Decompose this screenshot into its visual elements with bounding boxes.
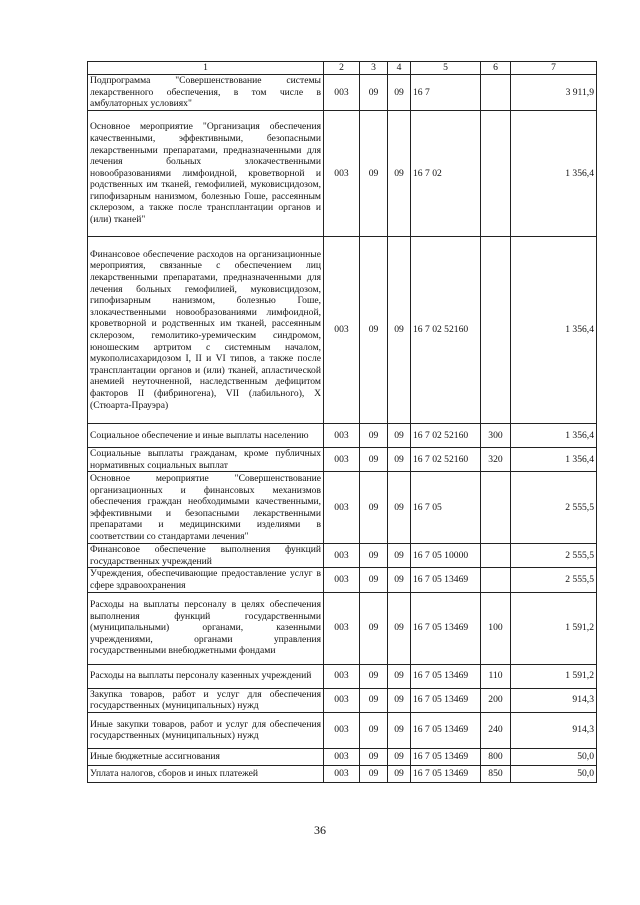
amount-cell: 1 356,4 [511,448,597,472]
target-article-cell: 16 7 02 52160 [411,448,481,472]
section-cell: 09 [360,544,388,568]
expense-type-cell [481,568,511,592]
expense-type-cell: 240 [481,712,511,748]
table-row [88,237,597,424]
section-cell: 09 [360,592,388,664]
amount-cell: 2 555,5 [511,544,597,568]
section-cell: 09 [360,568,388,592]
row-name-cell: Иные закупки товаров, работ и услуг для обеспечения государственных (муниципальных) нужд [88,712,324,748]
header-cell: 5 [411,62,481,75]
target-article-cell: 16 7 05 13469 [411,712,481,748]
expense-type-cell [481,111,511,237]
section-cell: 09 [360,472,388,544]
amount-cell: 1 356,4 [511,424,597,448]
grbs-cell: 003 [324,111,360,237]
row-name-cell: Основное мероприятие "Организация обеспечения качественными, эффективными, безопасными лекарственными препаратами, предназначенными для лечения больных злокачественными новообразованиями лимфоидной, кроветворной и родственных им тканей, гемофилией, муковисцидозом, гипофизарным нанизмом, болезнью Гоше, рассеянным склерозом, а также после трансплантации органов и (или) тканей" [88,111,324,237]
expense-type-cell: 300 [481,424,511,448]
amount-cell: 3 911,9 [511,75,597,111]
subsection-cell: 09 [388,712,411,748]
target-article-cell: 16 7 02 52160 [411,424,481,448]
expense-type-cell [481,544,511,568]
grbs-cell: 003 [324,688,360,712]
target-article-cell: 16 7 02 [411,111,481,237]
table-row [88,448,597,472]
expense-type-cell [481,237,511,424]
header-cell: 1 [88,62,324,75]
table-row [88,748,597,765]
header-cell: 2 [324,62,360,75]
row-name-cell: Уплата налогов, сборов и иных платежей [88,765,324,782]
amount-cell: 1 356,4 [511,237,597,424]
subsection-cell: 09 [388,688,411,712]
subsection-cell: 09 [388,448,411,472]
subsection-cell: 09 [388,111,411,237]
grbs-cell: 003 [324,664,360,688]
grbs-cell: 003 [324,448,360,472]
section-cell: 09 [360,424,388,448]
expense-type-cell: 110 [481,664,511,688]
amount-cell: 50,0 [511,765,597,782]
subsection-cell: 09 [388,748,411,765]
page-number: 36 [314,823,326,837]
expense-type-cell: 320 [481,448,511,472]
expense-type-cell: 200 [481,688,511,712]
section-cell: 09 [360,748,388,765]
row-name-cell: Финансовое обеспечение расходов на организационные мероприятия, связанные с обеспечением лиц лекарственными препаратами, предназначенными для лечения больных гемофилией, муковисцидозом, гипофизарным нанизмом, болезнью Гоше, злокачественными новообразованиями лимфоидной, кроветворной и родственных им тканей, рассеянным склерозом, гемолитико-уремическим синдромом, юношеским артритом с системным началом, мукополисахаридозом I, II и VI типов, а также после трансплантации органов и (или) тканей, апластической анемией неуточненной, наследственным дефицитом факторов II (фибриногена), VII (лабильного), X (Стюарта-Прауэра) [88,237,324,424]
grbs-cell: 003 [324,592,360,664]
row-name-cell: Подпрограмма "Совершенствование системы лекарственного обеспечения, в том числе в амбулаторных условиях" [88,75,324,111]
table-row [88,544,597,568]
table-row [88,568,597,592]
row-name-cell: Социальные выплаты гражданам, кроме публичных нормативных социальных выплат [88,448,324,472]
subsection-cell: 09 [388,75,411,111]
header-cell: 4 [388,62,411,75]
table-row [88,75,597,111]
target-article-cell: 16 7 [411,75,481,111]
section-cell: 09 [360,712,388,748]
subsection-cell: 09 [388,424,411,448]
target-article-cell: 16 7 05 10000 [411,544,481,568]
budget-table [87,61,597,783]
table-row [88,472,597,544]
table-row [88,688,597,712]
target-article-cell: 16 7 05 13469 [411,748,481,765]
target-article-cell: 16 7 02 52160 [411,237,481,424]
section-cell: 09 [360,75,388,111]
target-article-cell: 16 7 05 [411,472,481,544]
table-row [88,664,597,688]
row-name-cell: Основное мероприятие "Совершенствование организационных и финансовых механизмов обеспечения граждан необходимыми качественными, эффективными и безопасными лекарственными препаратами и медицинскими изделиями в соответствии со стандартами лечения" [88,472,324,544]
expense-type-cell: 850 [481,765,511,782]
target-article-cell: 16 7 05 13469 [411,688,481,712]
table-row [88,111,597,237]
amount-cell: 1 591,2 [511,592,597,664]
grbs-cell: 003 [324,472,360,544]
grbs-cell: 003 [324,75,360,111]
subsection-cell: 09 [388,544,411,568]
row-name-cell: Расходы на выплаты персоналу казенных учреждений [88,664,324,688]
target-article-cell: 16 7 05 13469 [411,664,481,688]
amount-cell: 1 356,4 [511,111,597,237]
amount-cell: 1 591,2 [511,664,597,688]
section-cell: 09 [360,448,388,472]
row-name-cell: Учреждения, обеспечивающие предоставление услуг в сфере здравоохранения [88,568,324,592]
expense-type-cell: 800 [481,748,511,765]
row-name-cell: Иные бюджетные ассигнования [88,748,324,765]
grbs-cell: 003 [324,765,360,782]
section-cell: 09 [360,111,388,237]
table-header-row [88,62,597,75]
subsection-cell: 09 [388,765,411,782]
section-cell: 09 [360,688,388,712]
grbs-cell: 003 [324,544,360,568]
header-cell: 7 [511,62,597,75]
grbs-cell: 003 [324,568,360,592]
amount-cell: 50,0 [511,748,597,765]
subsection-cell: 09 [388,472,411,544]
row-name-cell: Финансовое обеспечение выполнения функций государственных учреждений [88,544,324,568]
header-cell: 6 [481,62,511,75]
target-article-cell: 16 7 05 13469 [411,592,481,664]
expense-type-cell [481,472,511,544]
amount-cell: 914,3 [511,712,597,748]
grbs-cell: 003 [324,712,360,748]
expense-type-cell: 100 [481,592,511,664]
header-cell: 3 [360,62,388,75]
section-cell: 09 [360,765,388,782]
table-row [88,765,597,782]
subsection-cell: 09 [388,592,411,664]
subsection-cell: 09 [388,237,411,424]
target-article-cell: 16 7 05 13469 [411,568,481,592]
subsection-cell: 09 [388,568,411,592]
row-name-cell: Социальное обеспечение и иные выплаты населению [88,424,324,448]
amount-cell: 2 555,5 [511,472,597,544]
grbs-cell: 003 [324,237,360,424]
table-body [88,62,597,783]
row-name-cell: Закупка товаров, работ и услуг для обеспечения государственных (муниципальных) нужд [88,688,324,712]
table-row [88,424,597,448]
amount-cell: 2 555,5 [511,568,597,592]
section-cell: 09 [360,237,388,424]
grbs-cell: 003 [324,424,360,448]
row-name-cell: Расходы на выплаты персоналу в целях обеспечения выполнения функций государственными (муниципальными) органами, казенными учреждениями, органами управления государственными внебюджетными фондами [88,592,324,664]
subsection-cell: 09 [388,664,411,688]
section-cell: 09 [360,664,388,688]
table-row [88,712,597,748]
amount-cell: 914,3 [511,688,597,712]
expense-type-cell [481,75,511,111]
target-article-cell: 16 7 05 13469 [411,765,481,782]
grbs-cell: 003 [324,748,360,765]
table-row [88,592,597,664]
